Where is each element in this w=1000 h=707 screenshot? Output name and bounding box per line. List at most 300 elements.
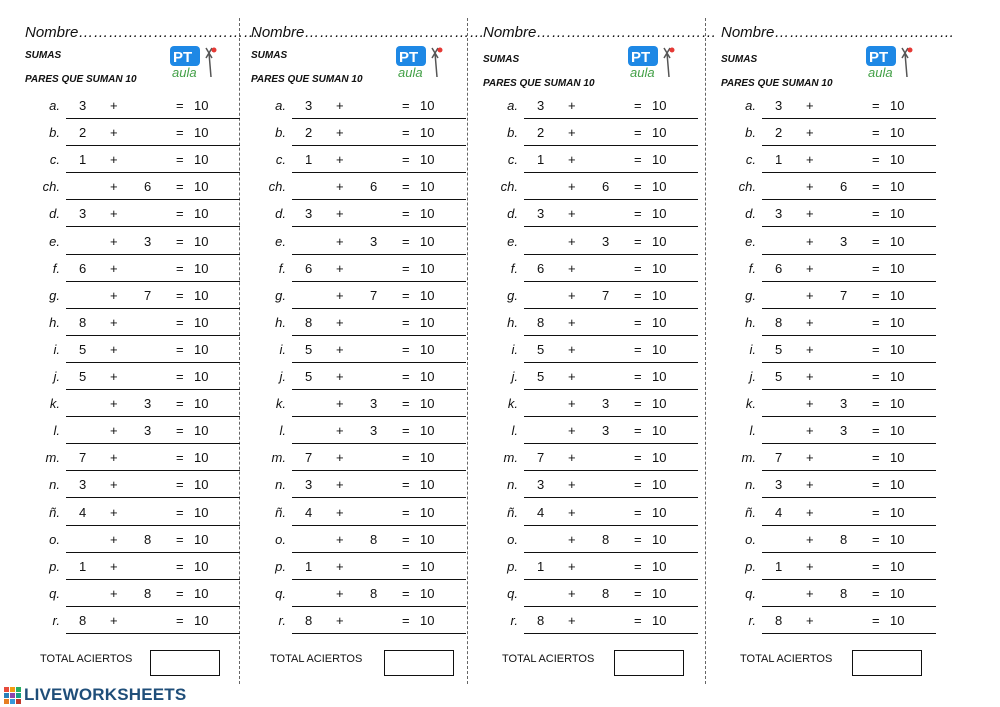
row-label: f. (52, 260, 60, 276)
result-value: 10 (420, 369, 435, 384)
result-value: 10 (194, 341, 209, 357)
result-value: 10 (194, 504, 209, 520)
addend-b: 6 (840, 179, 848, 195)
row-label: p. (507, 558, 518, 574)
equals-sign: = (176, 152, 184, 168)
plus-sign: + (806, 179, 814, 195)
equation-row (248, 471, 468, 498)
addend-b: 7 (144, 287, 152, 303)
result-value: 10 (652, 585, 667, 601)
row-label: d. (49, 206, 60, 222)
subject-label: SUMAS (25, 50, 62, 61)
equation-row (718, 607, 938, 634)
equals-sign: = (872, 504, 880, 520)
row-label: g. (745, 287, 756, 303)
subtitle-label: PARES QUE SUMAN 10 (721, 78, 833, 89)
svg-text:PT: PT (399, 49, 419, 66)
result-value: 10 (890, 206, 905, 222)
row-label: n. (49, 477, 60, 493)
result-value: 10 (890, 98, 905, 113)
plus-sign: + (806, 125, 814, 141)
addend-a: 7 (79, 450, 87, 466)
equals-sign: = (634, 558, 642, 574)
equation-row (22, 417, 242, 444)
row-label: c. (275, 152, 286, 168)
plus-sign: + (110, 585, 118, 601)
plus-sign: + (110, 287, 118, 303)
row-label: k. (275, 396, 286, 412)
plus-sign: + (336, 125, 344, 141)
addend-a: 1 (775, 558, 783, 574)
addend-b: 8 (602, 585, 610, 601)
equals-sign: = (176, 233, 184, 249)
equals-sign: = (872, 450, 880, 466)
addend-a: 5 (775, 369, 783, 384)
plus-sign: + (568, 369, 576, 384)
total-score-box[interactable] (614, 650, 684, 676)
addend-a: 1 (775, 152, 783, 168)
row-label: j. (53, 369, 60, 384)
row-label: a. (507, 98, 518, 113)
equals-sign: = (634, 179, 642, 195)
name-field[interactable]: Nombre……………………………… (483, 24, 717, 41)
equation-row (248, 146, 468, 173)
equals-sign: = (634, 396, 642, 412)
addend-a: 5 (305, 341, 313, 357)
row-label: e. (275, 233, 286, 249)
equation-row (248, 119, 468, 146)
equals-sign: = (402, 233, 410, 249)
result-value: 10 (420, 314, 435, 330)
plus-sign: + (110, 369, 118, 384)
row-label: c. (507, 152, 518, 168)
plus-sign: + (568, 98, 576, 113)
equation-row (248, 282, 468, 309)
result-value: 10 (652, 396, 667, 412)
equation-row (718, 444, 938, 471)
answer-underline (292, 633, 466, 634)
equation-row (480, 390, 700, 417)
result-value: 10 (652, 369, 667, 384)
plus-sign: + (336, 531, 344, 547)
result-value: 10 (194, 585, 209, 601)
equals-sign: = (176, 423, 184, 439)
plus-sign: + (568, 341, 576, 357)
row-label: f. (510, 260, 518, 276)
row-label: c. (745, 152, 756, 168)
result-value: 10 (890, 233, 905, 249)
equation-row (22, 282, 242, 309)
equals-sign: = (872, 558, 880, 574)
row-label: l. (511, 423, 518, 439)
equation-row (248, 390, 468, 417)
row-label: o. (49, 531, 60, 547)
equals-sign: = (634, 341, 642, 357)
equals-sign: = (872, 369, 880, 384)
row-label: i. (511, 341, 518, 357)
result-value: 10 (420, 260, 435, 276)
result-value: 10 (420, 396, 435, 412)
result-value: 10 (652, 314, 667, 330)
equation-row (248, 499, 468, 526)
plus-sign: + (336, 450, 344, 466)
row-label: p. (275, 558, 286, 574)
equation-row (22, 146, 242, 173)
equals-sign: = (176, 585, 184, 601)
addend-a: 8 (79, 314, 87, 330)
row-label: n. (275, 477, 286, 493)
addend-a: 8 (537, 314, 545, 330)
plus-sign: + (336, 396, 344, 412)
equals-sign: = (402, 450, 410, 466)
plus-sign: + (336, 233, 344, 249)
equals-sign: = (634, 206, 642, 222)
result-value: 10 (890, 179, 905, 195)
plus-sign: + (336, 612, 344, 628)
result-value: 10 (652, 206, 667, 222)
equation-row (22, 336, 242, 363)
row-label: b. (49, 125, 60, 141)
result-value: 10 (652, 450, 667, 466)
plus-sign: + (568, 179, 576, 195)
row-label: e. (745, 233, 756, 249)
equation-row (480, 255, 700, 282)
addend-a: 6 (537, 260, 545, 276)
result-value: 10 (194, 477, 209, 493)
plus-sign: + (336, 206, 344, 222)
cut-line (705, 18, 706, 684)
name-field[interactable]: Nombre……………………………… (721, 24, 955, 41)
equation-row (718, 200, 938, 227)
total-score-box[interactable] (150, 650, 220, 676)
result-value: 10 (652, 341, 667, 357)
addend-a: 1 (537, 152, 545, 168)
plus-sign: + (110, 612, 118, 628)
equals-sign: = (176, 504, 184, 520)
equation-row (718, 228, 938, 255)
result-value: 10 (890, 396, 905, 412)
row-label: j. (279, 369, 286, 384)
result-value: 10 (420, 206, 435, 222)
plus-sign: + (806, 396, 814, 412)
equation-row (248, 228, 468, 255)
equals-sign: = (634, 260, 642, 276)
addend-b: 7 (840, 287, 848, 303)
result-value: 10 (652, 287, 667, 303)
row-label: d. (275, 206, 286, 222)
svg-text:aula: aula (398, 65, 423, 80)
equation-row (480, 363, 700, 390)
plus-sign: + (568, 396, 576, 412)
addend-b: 8 (144, 585, 152, 601)
equation-row (248, 553, 468, 580)
equation-row (248, 417, 468, 444)
plus-sign: + (568, 233, 576, 249)
row-label: p. (49, 558, 60, 574)
result-value: 10 (652, 233, 667, 249)
result-value: 10 (194, 206, 209, 222)
row-label: n. (745, 477, 756, 493)
plus-sign: + (806, 612, 814, 628)
addend-a: 7 (775, 450, 783, 466)
addend-a: 2 (305, 125, 313, 141)
result-value: 10 (652, 125, 667, 141)
equation-row (480, 526, 700, 553)
equation-row (22, 580, 242, 607)
equals-sign: = (176, 396, 184, 412)
row-label: q. (507, 585, 518, 601)
plus-sign: + (806, 314, 814, 330)
addend-b: 3 (840, 233, 848, 249)
equals-sign: = (402, 558, 410, 574)
equation-row (248, 336, 468, 363)
result-value: 10 (890, 287, 905, 303)
brand-square (10, 699, 15, 704)
row-label: p. (745, 558, 756, 574)
plus-sign: + (336, 314, 344, 330)
plus-sign: + (110, 314, 118, 330)
row-label: ñ. (49, 504, 60, 520)
result-value: 10 (652, 504, 667, 520)
subtitle-label: PARES QUE SUMAN 10 (483, 78, 595, 89)
row-label: f. (748, 260, 756, 276)
plus-sign: + (568, 423, 576, 439)
equals-sign: = (634, 612, 642, 628)
plus-sign: + (568, 152, 576, 168)
equals-sign: = (176, 287, 184, 303)
addend-a: 8 (305, 314, 313, 330)
addend-b: 3 (370, 423, 378, 439)
plus-sign: + (110, 152, 118, 168)
row-label: b. (275, 125, 286, 141)
row-label: l. (749, 423, 756, 439)
equation-row (22, 607, 242, 634)
result-value: 10 (420, 179, 435, 195)
equals-sign: = (634, 450, 642, 466)
equals-sign: = (634, 287, 642, 303)
equation-row (480, 309, 700, 336)
name-field[interactable]: Nombre……………………………… (251, 24, 485, 41)
equation-row (22, 444, 242, 471)
result-value: 10 (194, 558, 209, 574)
addend-b: 3 (840, 396, 848, 412)
addend-a: 2 (79, 125, 87, 141)
equation-row (480, 444, 700, 471)
brand-square (4, 693, 9, 698)
equals-sign: = (402, 423, 410, 439)
equals-sign: = (176, 125, 184, 141)
addend-b: 7 (602, 287, 610, 303)
svg-text:aula: aula (172, 65, 197, 80)
plus-sign: + (806, 477, 814, 493)
equation-row (718, 471, 938, 498)
subtitle-label: PARES QUE SUMAN 10 (25, 74, 137, 85)
result-value: 10 (652, 477, 667, 493)
addend-a: 1 (305, 558, 313, 574)
equation-row (248, 526, 468, 553)
addend-a: 4 (537, 504, 545, 520)
row-label: i. (53, 341, 60, 357)
plus-sign: + (110, 504, 118, 520)
addend-a: 3 (537, 98, 545, 113)
addend-b: 8 (370, 531, 378, 547)
addend-a: 5 (537, 341, 545, 357)
plus-sign: + (568, 260, 576, 276)
addend-b: 3 (144, 396, 152, 412)
row-label: h. (275, 314, 286, 330)
equation-row (480, 336, 700, 363)
plus-sign: + (568, 206, 576, 222)
equals-sign: = (872, 233, 880, 249)
result-value: 10 (890, 585, 905, 601)
addend-a: 8 (775, 612, 783, 628)
answer-underline (66, 633, 240, 634)
result-value: 10 (194, 287, 209, 303)
row-label: r. (748, 612, 756, 628)
plus-sign: + (336, 423, 344, 439)
name-field[interactable]: Nombre……………………………… (25, 24, 259, 41)
equation-row (718, 146, 938, 173)
addend-a: 7 (537, 450, 545, 466)
result-value: 10 (194, 531, 209, 547)
total-score-box[interactable] (384, 650, 454, 676)
plus-sign: + (110, 477, 118, 493)
row-label: e. (49, 233, 60, 249)
addend-a: 5 (79, 369, 87, 384)
equals-sign: = (402, 314, 410, 330)
worksheet-column (22, 0, 259, 684)
equation-row (22, 309, 242, 336)
addend-b: 3 (602, 423, 610, 439)
equals-sign: = (402, 260, 410, 276)
equals-sign: = (402, 206, 410, 222)
addend-a: 6 (775, 260, 783, 276)
plus-sign: + (568, 531, 576, 547)
result-value: 10 (890, 260, 905, 276)
addend-b: 6 (144, 179, 152, 195)
subject-label: SUMAS (483, 54, 520, 65)
result-value: 10 (420, 423, 435, 439)
addend-b: 8 (840, 585, 848, 601)
answer-underline (762, 633, 936, 634)
addend-a: 2 (775, 125, 783, 141)
equation-row (718, 309, 938, 336)
answer-underline (524, 633, 698, 634)
equals-sign: = (402, 152, 410, 168)
subject-label: SUMAS (721, 54, 758, 65)
addend-a: 8 (775, 314, 783, 330)
equals-sign: = (176, 369, 184, 384)
row-label: g. (507, 287, 518, 303)
equation-row (718, 173, 938, 200)
addend-b: 3 (840, 423, 848, 439)
row-label: m. (45, 450, 60, 466)
plus-sign: + (336, 477, 344, 493)
addend-a: 3 (305, 206, 313, 222)
row-label: l. (279, 423, 286, 439)
row-label: m. (741, 450, 756, 466)
plus-sign: + (336, 98, 344, 113)
plus-sign: + (110, 260, 118, 276)
equation-row (718, 390, 938, 417)
row-label: o. (745, 531, 756, 547)
row-label: e. (507, 233, 518, 249)
logo (626, 44, 676, 80)
equation-row (718, 499, 938, 526)
svg-text:PT: PT (631, 49, 651, 66)
row-label: q. (745, 585, 756, 601)
plus-sign: + (110, 558, 118, 574)
plus-sign: + (568, 450, 576, 466)
equals-sign: = (402, 585, 410, 601)
equals-sign: = (176, 612, 184, 628)
plus-sign: + (336, 179, 344, 195)
result-value: 10 (194, 450, 209, 466)
ptaula-logo-icon (864, 44, 914, 80)
plus-sign: + (806, 504, 814, 520)
row-label: r. (510, 612, 518, 628)
equation-row (480, 173, 700, 200)
result-value: 10 (420, 612, 435, 628)
row-label: l. (53, 423, 60, 439)
plus-sign: + (336, 504, 344, 520)
equals-sign: = (176, 558, 184, 574)
equation-row (480, 200, 700, 227)
equation-row (480, 553, 700, 580)
plus-sign: + (568, 477, 576, 493)
result-value: 10 (194, 260, 209, 276)
equation-row (718, 526, 938, 553)
addend-a: 6 (305, 260, 313, 276)
result-value: 10 (420, 233, 435, 249)
equation-row (22, 255, 242, 282)
result-value: 10 (890, 314, 905, 330)
plus-sign: + (806, 450, 814, 466)
equation-row (22, 173, 242, 200)
addend-a: 2 (537, 125, 545, 141)
addend-a: 3 (775, 477, 783, 493)
addend-b: 3 (602, 233, 610, 249)
equals-sign: = (402, 98, 410, 113)
plus-sign: + (806, 287, 814, 303)
plus-sign: + (336, 287, 344, 303)
row-label: k. (745, 396, 756, 412)
equation-row (248, 92, 468, 119)
plus-sign: + (110, 341, 118, 357)
equation-row (248, 607, 468, 634)
brand-square (10, 693, 15, 698)
total-label: TOTAL ACIERTOS (270, 653, 363, 665)
worksheet-column (248, 0, 485, 684)
result-value: 10 (194, 396, 209, 412)
total-score-box[interactable] (852, 650, 922, 676)
equation-row (480, 580, 700, 607)
row-label: ch. (500, 179, 518, 195)
equals-sign: = (176, 260, 184, 276)
equals-sign: = (872, 152, 880, 168)
equation-row (718, 255, 938, 282)
addend-b: 6 (370, 179, 378, 195)
equation-row (22, 228, 242, 255)
result-value: 10 (890, 341, 905, 357)
result-value: 10 (194, 423, 209, 439)
subtitle-label: PARES QUE SUMAN 10 (251, 74, 363, 85)
row-label: b. (745, 125, 756, 141)
row-label: o. (507, 531, 518, 547)
plus-sign: + (336, 558, 344, 574)
row-label: j. (511, 369, 518, 384)
row-label: m. (503, 450, 518, 466)
